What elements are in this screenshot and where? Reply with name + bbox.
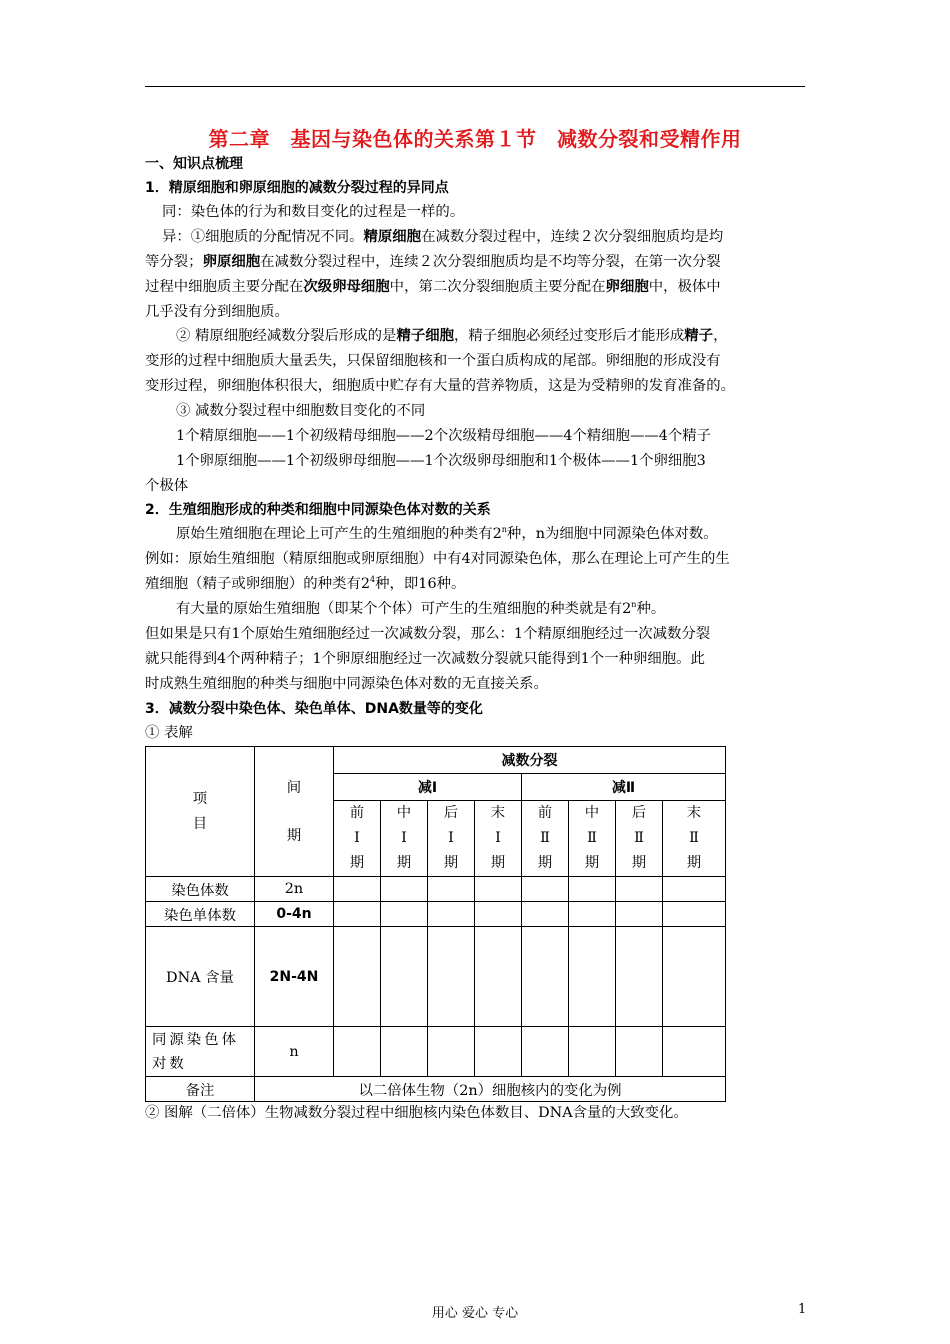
row-interphase: 2N-4N <box>255 927 334 1027</box>
para-line: 有大量的原始生殖细胞（即某个个体）可产生的生殖细胞的种类就是有2$^n$种。 <box>176 600 666 617</box>
row-interphase: n <box>255 1027 334 1077</box>
heading-3: 3．减数分裂中染色体、染色单体、DNA数量等的变化 <box>145 701 483 717</box>
para-line: ③ 减数分裂过程中细胞数目变化的不同 <box>176 403 426 419</box>
para-sperm: ② 精原细胞经减数分裂后形成的是精子细胞，精子细胞必须经过变形后才能形成精子， <box>176 328 728 344</box>
header-item: 项 目 <box>146 747 255 877</box>
row-label: DNA 含量 <box>146 927 255 1027</box>
table-caption: ① 表解 <box>145 725 193 741</box>
row-label: 染色单体数 <box>146 902 255 927</box>
phase-header: 末 Ⅰ 期 <box>475 801 522 877</box>
heading-1: 1．精原细胞和卵原细胞的减数分裂过程的异同点 <box>145 180 449 196</box>
para-line: 变形过程，卵细胞体积很大，细胞质中贮存有大量的营养物质，这是为受精卵的发育准备的。 <box>145 378 736 394</box>
note-label: 备注 <box>146 1077 255 1102</box>
para-line: 个极体 <box>145 478 189 494</box>
para-diff-line: 几乎没有分到细胞质。 <box>145 304 289 320</box>
page-number: 1 <box>798 1302 807 1317</box>
row-label: 同源染色体对数 <box>146 1027 255 1077</box>
table-row <box>146 927 726 1027</box>
page-title: 第二章 基因与染色体的关系第１节 减数分裂和受精作用 <box>208 127 742 151</box>
para-line: 但如果是只有1个原始生殖细胞经过一次减数分裂，那么：1个精原细胞经过一次减数分裂 <box>145 626 711 642</box>
para-line: 变形的过程中细胞质大量丢失，只保留细胞核和一个蛋白质构成的尾部。卵细胞的形成没有 <box>145 353 721 369</box>
phase-header: 后 Ⅱ 期 <box>616 801 663 877</box>
note-text: 以二倍体生物（2n）细胞核内的变化为例 <box>255 1077 726 1102</box>
row-interphase: 2n <box>255 877 334 902</box>
page-footer: 用心 爱心 专心 <box>431 1306 519 1321</box>
meiosis-table <box>145 746 726 1102</box>
phase-header: 中 Ⅱ 期 <box>569 801 616 877</box>
para-line: 例如：原始生殖细胞（精原细胞或卵原细胞）中有4对同源染色体，那么在理论上可产生的生 <box>145 551 730 567</box>
para-diff-line: 等分裂；卵原细胞在减数分裂过程中，连续２次分裂细胞质均是不均等分裂，在第一次分裂 <box>145 254 721 270</box>
para-line: 殖细胞（精子或卵细胞）的种类有$2^4$种，即16种。 <box>145 575 466 592</box>
para-line: 时成熟生殖细胞的种类与细胞中同源染色体对数的无直接关系。 <box>145 676 548 692</box>
phase-header: 后 Ⅰ 期 <box>428 801 475 877</box>
section-heading: 一、知识点梳理 <box>145 156 243 172</box>
phase-header: 末 Ⅱ 期 <box>663 801 726 877</box>
header-interphase: 间 期 <box>255 747 334 877</box>
phase-header: 前 Ⅱ 期 <box>522 801 569 877</box>
table-row <box>146 1027 726 1077</box>
phase-header: 前 Ⅰ 期 <box>334 801 381 877</box>
para-diff-line: 过程中细胞质主要分配在次级卵母细胞中，第二次分裂细胞质主要分配在卵细胞中，极体中 <box>145 279 721 295</box>
table-row <box>146 877 726 902</box>
para-line: 原始生殖细胞在理论上可产生的生殖细胞的种类有2$^n$种，n为细胞中同源染色体对数。 <box>176 525 718 542</box>
para-line: 1个卵原细胞——1个初级卵母细胞——1个次级卵母细胞和1个极体——1个卵细胞3 <box>176 453 706 469</box>
header-meiosis: 减数分裂 <box>334 747 726 774</box>
heading-2: 2．生殖细胞形成的种类和细胞中同源染色体对数的关系 <box>145 502 491 518</box>
table-row <box>146 1077 726 1102</box>
para-diff-line: 异：①细胞质的分配情况不同。精原细胞在减数分裂过程中，连续２次分裂细胞质均是均 <box>162 229 724 245</box>
para-line: 就只能得到4个两种精子；1个卵原细胞经过一次减数分裂就只能得到1个一种卵细胞。此 <box>145 651 705 667</box>
phase-header: 中 Ⅰ 期 <box>381 801 428 877</box>
figure-caption: ② 图解（二倍体）生物减数分裂过程中细胞核内染色体数目、DNA含量的大致变化。 <box>145 1105 688 1121</box>
para-line: 1个精原细胞——1个初级精母细胞——2个次级精母细胞——4个精细胞——4个精子 <box>176 428 712 444</box>
row-label: 染色体数 <box>146 877 255 902</box>
table-row <box>146 902 726 927</box>
header-meiosis-2: 减Ⅱ <box>522 774 726 801</box>
header-rule <box>145 86 805 87</box>
para-same: 同：染色体的行为和数目变化的过程是一样的。 <box>162 204 465 220</box>
row-interphase: 0-4n <box>255 902 334 927</box>
header-meiosis-1: 减Ⅰ <box>334 774 522 801</box>
